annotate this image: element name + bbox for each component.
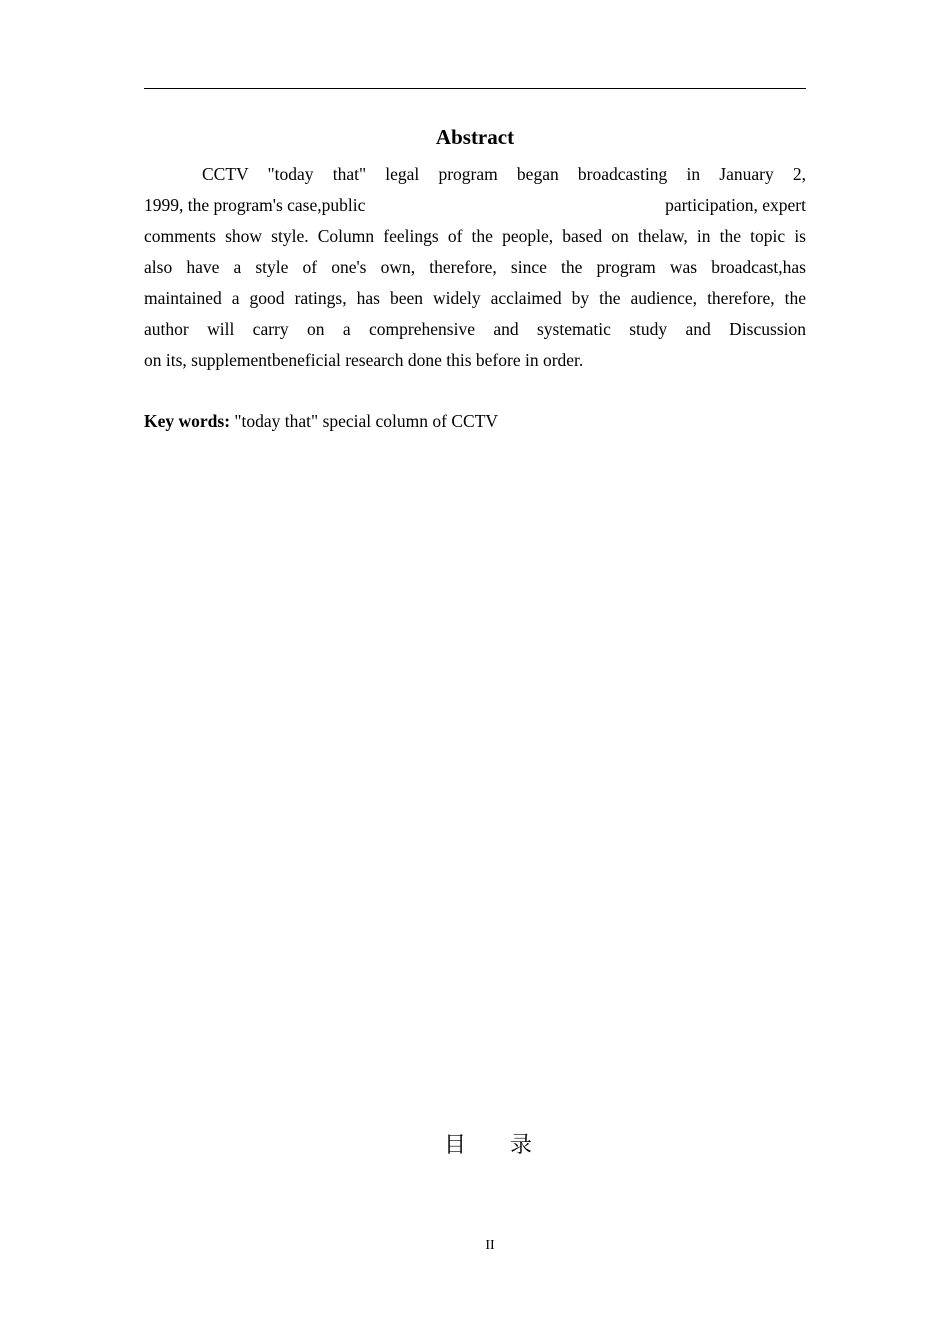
abstract-line-7: on its, supplementbeneficial research done this before in order. [144, 350, 584, 370]
abstract-line-3: comments show style. Column feelings of the people, based on thelaw, in the topic is [144, 226, 806, 246]
keywords [144, 406, 806, 437]
abstract-line-1: CCTV "today that" legal program began broadcasting in January 2, [202, 164, 806, 184]
abstract-line-2 [144, 190, 806, 221]
abstract-line-2-right: participation, expert [665, 195, 806, 215]
abstract-line-4: also have a style of one's own, therefore, since the program was broadcast,has [144, 257, 806, 277]
toc-title: 目录 [444, 1133, 577, 1158]
abstract-line-2-left: 1999, the program's case,public [144, 195, 366, 215]
header-rule [144, 88, 806, 89]
keywords-label: Key words: [144, 411, 231, 431]
abstract-line-6: author will carry on a comprehensive and systematic study and Discussion [144, 319, 806, 339]
abstract-title: Abstract [435, 125, 515, 149]
keywords-text: "today that" special column of CCTV [230, 411, 499, 431]
abstract-body [144, 159, 806, 376]
abstract-line-5: maintained a good ratings, has been widely acclaimed by the audience, therefore, the [144, 288, 806, 308]
page-number: II [485, 1238, 495, 1253]
